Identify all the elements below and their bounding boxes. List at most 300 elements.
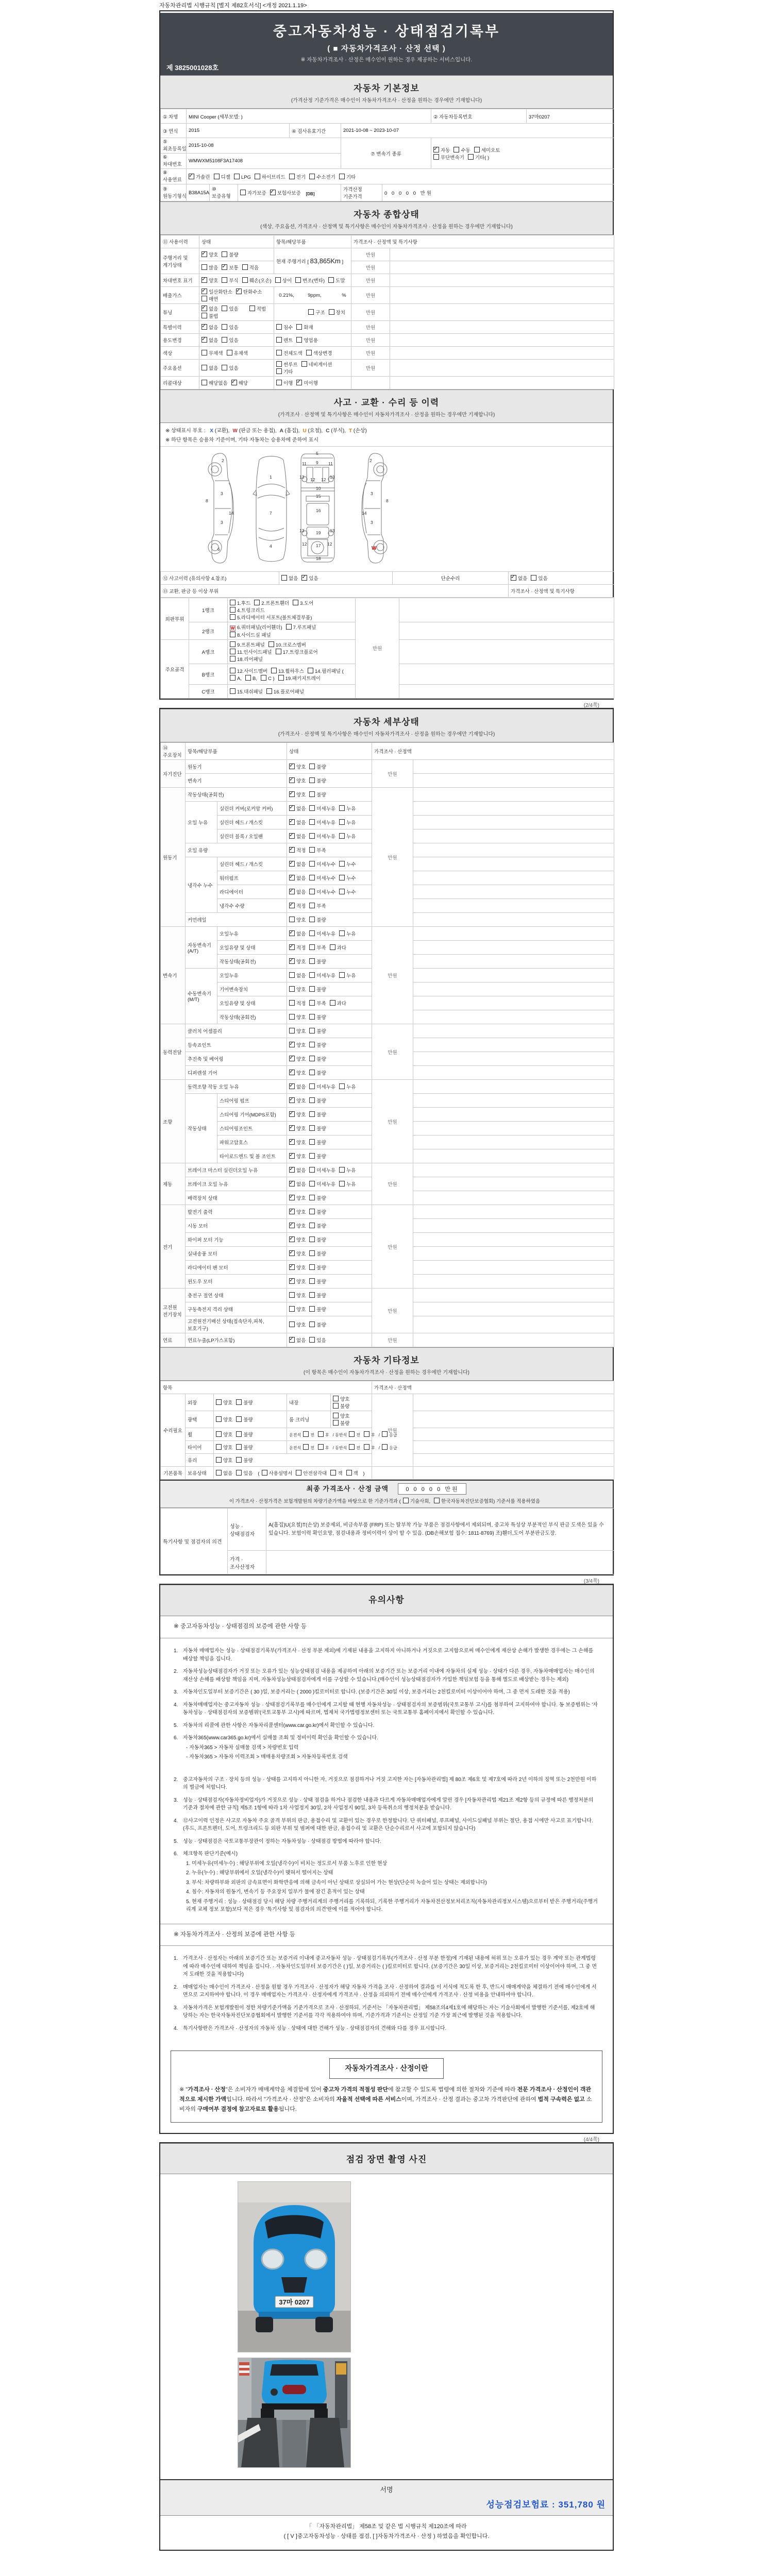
status-options (287, 1289, 372, 1302)
part-label: 오일유량 및 상태 (217, 941, 287, 955)
row-label: 휠 (186, 1428, 214, 1441)
check-option: 불량 (309, 1306, 326, 1313)
check-option: 불량 (236, 1431, 253, 1438)
panel-rank-table (160, 598, 614, 699)
checkbox-icon (286, 624, 292, 630)
panel-number: 13 (330, 528, 335, 533)
base-price-value: 0 0 0 0 0 만원 (382, 184, 614, 201)
check-option: 미세누유 (309, 833, 335, 840)
check-option: 있음 (222, 364, 238, 371)
checkbox-icon (216, 1431, 222, 1437)
checkbox-icon (309, 1278, 315, 1284)
checkbox-icon (468, 154, 474, 160)
check-option: 전 (349, 1431, 360, 1438)
check-option: 도말 (328, 277, 345, 284)
check-option: 없음 (201, 364, 218, 371)
item-options (274, 334, 351, 347)
row-label: 내장 (287, 1394, 331, 1411)
car-right-side-diagram (355, 451, 391, 567)
table-row (161, 572, 614, 585)
check-option: A, (230, 675, 242, 682)
notice-item: 3. 자동차가격은 보험개발원이 정한 차량기준가액을 기준가격으로 조사 · 산정하되, 기준서는 「자동차관리법」 제58조의4제1호에 해당하는 자는 기술사회에서 발행한 기준서를, 제2호에 해당하는 자는 한국자동차진단보증협회에서 발행한 기준서를 각각 적용하여야 하며, 기준가격과 기준서는 산정일 기준 가장 최근에 발행된 것을 적용합니다. (174, 2005, 595, 2019)
check-option: 불량 (333, 1402, 349, 1410)
check-option: 불량 (236, 1399, 253, 1406)
status-options (199, 360, 274, 377)
check-option: 불량 (309, 791, 326, 798)
panel-number: 8 (206, 498, 208, 503)
remarks-table (160, 1508, 614, 1574)
check-option: 불량 (309, 1222, 326, 1229)
checkbox-icon (276, 337, 282, 343)
status-options (287, 1261, 372, 1275)
checkbox-icon (309, 1083, 315, 1089)
section-title: 자동차 세부상태 (354, 717, 419, 727)
status-options (287, 1275, 372, 1289)
page-4-box (159, 2142, 614, 2550)
price-appraisal-info-box (171, 2050, 602, 2123)
emission-values: 0.21%, 9ppm, % (274, 287, 351, 304)
row-label: 특별이력 (161, 321, 199, 334)
check-option: 부족 (309, 999, 326, 1007)
notice-list-1 (160, 1638, 613, 1771)
check-option: 썬루프 (276, 361, 298, 368)
notice-item: 4. ⑫사고이력 인정은 사고로 자동차 주요 골격 부위의 판금, 용접수리 및 교환이 있는 경우로 한정합니다. 단 쿼터패널, 루프패널, 사이드실패널 부위는 절단, 용접 시에만 사고로 표기합니다. (후드, 프론트펜더, 도어, 트렁크리드 등 외판 부위 및 범퍼에 대한 판금, 용접수리 및 교환은 단순수리로서 사고에 포함되지 않습니다) (174, 1818, 593, 1832)
checkbox-icon (309, 1250, 315, 1256)
remark-cell (413, 969, 614, 982)
checkbox-icon (382, 1444, 388, 1450)
check-option: 불량 (309, 1139, 326, 1146)
check-option: 하이브리드 (255, 173, 285, 180)
registration-number-value: 37마0207 (527, 109, 614, 124)
checkbox-icon (289, 1250, 295, 1256)
check-option: 18.리어패널 (230, 655, 263, 663)
checkbox-icon (230, 632, 236, 637)
photos-section-header (160, 2143, 613, 2174)
remark-cell (413, 829, 614, 843)
status-options (287, 760, 372, 774)
amount-unit: 만원 (351, 274, 390, 287)
panel-number: 3 (221, 491, 223, 496)
check-option: 색상변경 (306, 349, 332, 357)
section-note: (가격조사 · 산정액 및 특기사항은 매수인이 자동차가격조사 · 산정을 원하는 경우에만 기재합니다) (278, 732, 495, 737)
check-option: 불량 (309, 916, 326, 923)
checkbox-icon (296, 1470, 301, 1476)
group-label: 자기진단 (161, 760, 186, 788)
status-options (287, 1149, 372, 1163)
check-option: 양호 (216, 1431, 232, 1438)
check-option: ✓ 없음 (511, 574, 527, 582)
checkbox-icon (242, 264, 248, 270)
checkbox-icon (201, 365, 207, 370)
check-option: 후 (318, 1431, 329, 1438)
remark-cell (413, 955, 614, 969)
checkbox-icon (289, 875, 295, 880)
check-option: 15.대쉬패널 (230, 688, 263, 695)
check-option: 부족 (309, 846, 326, 854)
car-left-side-diagram (204, 451, 240, 567)
group-label: 외판부위 (161, 598, 189, 640)
part-label: 기어변속장치 (217, 982, 287, 996)
status-options (287, 1024, 372, 1038)
check-option: ✓ 없음 (289, 833, 306, 840)
part-label: 오일 유량 (186, 843, 287, 857)
checkbox-icon (201, 289, 207, 294)
checkbox-icon (222, 277, 227, 283)
notice-item: 2. 중고자동차의 구조 · 장치 등의 성능 · 상태를 고지하지 아니한 자, 거짓으로 점검하거나 거짓 고지한 자는 [자동차관리법] 제 80조 제6호 및 제7호에 따라 2년 이하의 징역 또는 2천만원 이하의 벌금에 처합니다. (174, 1776, 597, 1791)
checkbox-icon (276, 368, 282, 374)
panel-number: 7 (270, 511, 272, 516)
checkbox-icon (309, 903, 315, 908)
checkbox-icon (309, 1014, 315, 1020)
part-label: 와이퍼 모터 기능 (186, 1233, 287, 1247)
remark-cell (413, 899, 614, 913)
check-option: 누수 (339, 874, 356, 882)
field-label: ③ 연식 (161, 124, 187, 138)
checkbox-icon (309, 1223, 315, 1228)
checkbox-icon (346, 1470, 352, 1476)
remark-cell (413, 1289, 614, 1302)
checkbox-icon (289, 1306, 295, 1312)
checkbox-icon (309, 917, 315, 922)
panel-number: 5 (316, 451, 318, 456)
row-label: 주행거리 및 계기상태 (161, 248, 199, 274)
part-label: 구동축전지 격리 상태 (186, 1302, 287, 1316)
checkbox-icon (201, 296, 207, 301)
checkbox-icon (403, 1498, 409, 1503)
transmission-options (431, 138, 614, 169)
notice-item: 1. 가격조사 · 산정자는 아래의 보증기간 또는 보증거리 이내에 중고자동차 성능 · 상태점검기록부(가격조사 · 산정 부분 한정)에 기재된 내용에 허위 또는 오류가 있는 경우 계약 또는 관계법령에 따라 매수인에 대하여 책임을 집니다. · 자동차인도일부터 보증기간은 ( )일, 보증거리는 ( )킬로미터로 합니다. (보증기간은 30일 이상, 보증거리는 2천킬로미터 이상이어야 하며, 그 중 먼저 도래한 것을 적용합니다) (174, 1956, 597, 1978)
row-label: 리콜대상 (161, 377, 199, 389)
subgroup-label: 수동변속기 (M/T) (186, 969, 217, 1024)
checkbox-icon (236, 1431, 242, 1437)
check-option: 변조(변타) (295, 277, 325, 284)
check-option: 잭 (346, 1469, 358, 1477)
checkbox-icon (296, 337, 302, 343)
status-options (287, 1108, 372, 1122)
row-label: 차대번호 표기 (161, 274, 199, 287)
check-option: 무단변속기 (433, 154, 464, 161)
status-options (331, 1394, 372, 1411)
checkbox-icon (339, 1083, 345, 1089)
status-options (214, 1441, 287, 1454)
checkbox-icon (309, 944, 315, 950)
check-option: ✓ 없음 (289, 1180, 306, 1188)
status-options (287, 829, 372, 843)
panel-number: 12 (327, 541, 332, 547)
panel-number: 2 (222, 458, 224, 463)
car-top-diagram (252, 451, 291, 567)
remark-cell (413, 927, 614, 941)
amount-unit: 만원 (351, 287, 390, 304)
checkbox-icon (333, 1403, 339, 1409)
table-row (161, 109, 614, 124)
status-options (199, 334, 274, 347)
check-option: 불법 (201, 312, 218, 319)
section-note: (색상, 주요옵션, 가격조사 · 산정액 및 특기사항은 매수인이 자동차가격조사 · 산정을 원하는 경우에만 기재합니다) (260, 224, 513, 230)
page-2-box (159, 708, 614, 1575)
section-note: (이 항목은 매수인이 자동차가격조사 · 산정을 원하는 경우에만 기재합니다) (303, 1370, 470, 1376)
panel-options (228, 622, 356, 640)
checkbox-icon (309, 986, 315, 992)
remark-cell (413, 1302, 614, 1316)
checkbox-icon (309, 1209, 315, 1214)
checkbox-icon (289, 1153, 295, 1159)
check-option: 미세누유 (309, 1166, 335, 1174)
status-options (287, 982, 372, 996)
check-option: 있음 (222, 305, 238, 312)
part-label: 디퍼렌셜 기어 (186, 1066, 287, 1080)
panel-number: 19 (316, 530, 321, 535)
checkbox-icon (234, 174, 240, 179)
check-option: ✓ 양호 (289, 1097, 306, 1104)
check-option: 있음 (236, 1469, 253, 1477)
checkbox-icon (303, 1431, 309, 1437)
checkbox-icon (236, 1470, 242, 1476)
header-note: ※ 자동차가격조사 · 산정은 매수인이 원하는 경우 제공하는 서비스입니다. (300, 57, 473, 63)
row-label: 주요옵션 (161, 360, 199, 377)
checkbox-icon (189, 174, 194, 179)
checkbox-icon (309, 1111, 315, 1117)
amount-unit: 만원 (351, 321, 390, 334)
remark-cell (413, 1108, 614, 1122)
section-title: 유의사항 (368, 1595, 405, 1605)
checkbox-icon (318, 1444, 324, 1450)
remark-cell (399, 640, 614, 664)
status-code: T (손상) (349, 428, 367, 434)
checkbox-icon (289, 958, 295, 964)
checkbox-icon (318, 1431, 324, 1437)
status-options (199, 248, 274, 261)
status-options (214, 1428, 287, 1441)
checkbox-icon (289, 944, 295, 950)
section-title: 자동차 종합상태 (354, 210, 419, 219)
table-row (161, 248, 614, 261)
checkbox-icon (289, 174, 295, 179)
table-row (161, 184, 614, 201)
panel-options (228, 664, 356, 685)
checkbox-icon (453, 147, 459, 152)
checkbox-icon (309, 1028, 315, 1033)
checkbox-icon (216, 1470, 222, 1476)
status-options (199, 347, 274, 360)
field-label: ⑨ 원동기형식 (161, 184, 187, 201)
checkbox-icon (308, 668, 313, 673)
status-options (287, 774, 372, 788)
checkbox-icon (309, 875, 315, 880)
notice-item: 6. 자동차365(www.car365.go.kr)에서 실매물 조회 및 정비이력 확인을 확인할 수 있습니다. - 자동차365 > 자동차 실매물 검색 > 차량번호 입력 - 자동차365 > 자동차 이력조회 > 매매용차량조회 > 자동차등록번호 검색 (174, 1734, 599, 1761)
column-header: 항목/해당부품 (274, 235, 351, 248)
status-options (287, 1316, 372, 1333)
amount-unit: 만원 (356, 598, 399, 699)
part-label: 실린더 블록 / 오일팬 (217, 829, 287, 843)
check-option: 없음 (281, 574, 298, 582)
checkbox-icon (240, 190, 246, 195)
checkbox-icon (222, 264, 227, 270)
check-option: 많음 (201, 264, 218, 271)
remark-cell (413, 1441, 614, 1454)
amount-unit: 만원 (372, 1289, 413, 1333)
detail-row (161, 1163, 614, 1177)
check-option: ✓ 적정 (289, 846, 306, 854)
check-option: ✓ 양호 (289, 1236, 306, 1243)
checkbox-icon (333, 1396, 339, 1401)
part-label: 타이로드엔드 및 볼 조인트 (217, 1149, 287, 1163)
check-option: ✓ 적정 (289, 902, 306, 909)
part-label: 스티어링조인트 (217, 1122, 287, 1136)
status-options (287, 1219, 372, 1233)
check-option: 3.도어 (293, 599, 313, 606)
check-option: 누유 (339, 1083, 356, 1090)
panel-number: 1 (270, 474, 272, 480)
check-option: ✓ 양호 (289, 1125, 306, 1132)
part-label: 오일누유 (217, 969, 287, 982)
column-header: 가격조사 · 산정액 (372, 743, 614, 760)
table-row (161, 261, 614, 274)
check-option: 불량 (309, 1153, 326, 1160)
check-option: 불량 (236, 1444, 253, 1451)
notice-item: 4. 특기사항란은 가격조사 · 산정자의 자동차 성능 · 상태에 대한 견해가 성능 · 상태점검자의 견해와 다를 경우 표시합니다. (174, 2025, 447, 2031)
check-option: 양호 (216, 1399, 232, 1406)
checkbox-icon (309, 1321, 315, 1327)
remark-cell (413, 816, 614, 829)
notice-item: 3. 자동차인도일부터 보증기간은 ( 30 )일, 보증거리는 ( 2000 )킬로미터로 합니다. (보증기간은 30일 이상, 보증거리는 2천킬로미터 이상이어야 하며, 그 중 먼저 도래한 것을 적용) (174, 1689, 570, 1696)
part-label: 연료누출(LP가스포함) (186, 1333, 287, 1347)
remark-cell (413, 1333, 614, 1347)
check-option: 양호 (289, 1013, 306, 1021)
page-subtitle: ( ■ 자동차가격조사 · 산정 선택 ) (327, 44, 446, 53)
inspection-photo-rear (238, 2358, 351, 2468)
checkbox-icon (433, 154, 439, 160)
check-option: 전 (303, 1431, 314, 1438)
check-option: LPG (234, 174, 251, 180)
remark-cell (399, 685, 614, 699)
status-options (287, 1122, 372, 1136)
checkbox-icon (249, 306, 255, 311)
table-header-row (161, 743, 614, 760)
row-label: 유리 (186, 1454, 214, 1467)
checkbox-icon (201, 350, 207, 355)
check-option: 누수 (339, 888, 356, 895)
part-label: 시동 모터 (186, 1219, 287, 1233)
remark-cell (413, 871, 614, 885)
remark-cell (413, 843, 614, 857)
status-options (287, 885, 372, 899)
check-option: ✓ 없음 (289, 888, 306, 895)
check-option: 구조 (308, 309, 325, 316)
notice-item: 3. 성능 · 상태점검자(자동차정비업자)가 거짓으로 성능 · 상태 점검을 하거나 점검한 내용과 다르게 자동차매매업자에게 알린 경우 [자동차관리법 제21조 제2항 등의 규정에 따른 행정처분의 기준과 절차에 관한 규칙] 제5조 1항에 따라 1차 사업정지 30일, 2차 사업정지 90일, 3차 등록취소의 행정처분을 받습니다. (174, 1797, 594, 1811)
checkbox-icon (289, 917, 295, 922)
table-row (161, 585, 614, 598)
signature-title: 서명 (380, 2486, 393, 2494)
column-header: 상태 (287, 743, 372, 760)
remark-cell (413, 857, 614, 871)
status-options (214, 1454, 372, 1467)
row-label: 색상 (161, 347, 199, 360)
info-box-text: ※ "가격조사 · 산정"은 소비자가 매매계약을 체결함에 있어 중고차 가격의 적절성 판단에 참고할 수 있도록 법령에 의한 절차와 기준에 따라 전문 가격조사 · 산정인이 객관적으로 제시한 가액입니다. 따라서 "가격조사 · 산정"은 소비자의 자율적 선택에 따른 서비스이며, 가격조사 · 산정 결과는 중고차 가격판단에 관하여 법적 구속력은 없고 소비자의 구매여부 결정에 참고자료로 활용됩니다. (179, 2087, 592, 2112)
inspection-photos (160, 2174, 613, 2479)
checkbox-icon (289, 777, 295, 783)
status-options (287, 1191, 372, 1205)
check-option: ✓ 양호 (289, 1111, 306, 1118)
check-option: 양호 (216, 1456, 232, 1464)
part-label: 라디에이터 팬 모터 (186, 1261, 287, 1275)
part-label: 작동상태(공회전) (186, 788, 287, 802)
status-options (287, 1333, 372, 1347)
checkbox-icon (236, 1399, 242, 1405)
check-option: ✓ 양호 (289, 1222, 306, 1229)
notice-item: 6. 체크항목 판단기준(예시) 1. 미세누유(미세누수) : 해당부위에 오일(냉각수)이 비치는 정도로서 부품 노후로 인한 현상 2. 누유(누수) : 해당부위에서 오일(냉각수)이 맺혀서 떨어지는 상태 3. 부식: 차량하부와 외판의 금속표면이 화학반응에 의해 금속이 아닌 상태로 상실되어 가는 현상(단순히 녹슬어 있는 상태는 제외합니다) 4. 침수: 자동차의 원동기, 변속기 등 주요장치 일부가 물에 잠긴 흔적이 있는 상태 5. 현재 주행거리 : 성능 · 상태점검 당시 해당 차량 주행거리계의 주행거리를 기록하되, 기록한 주행거리가 자동차전산정보처리조직(자동차관리정보시스템)으로부터 받은 주행거리(주행거리계 교체 정보 포함)보다 적은 경우 '특기사항 및 점검자의 의견'란에 이를 적어야 합니다. (174, 1850, 599, 1914)
table-row (161, 1467, 614, 1480)
check-option: ✓ 없음 (289, 930, 306, 937)
column-header: ⑪ 사용이력 (161, 235, 199, 248)
remark-cell (413, 1454, 614, 1467)
check-option: ✓ 양호 (289, 763, 306, 770)
check-option: 10.크로스멤버 (268, 641, 306, 648)
comprehensive-state-table (160, 235, 614, 389)
amount-unit: 만원 (351, 334, 390, 347)
engine-type-value: B38A15A (187, 184, 210, 201)
page-1-box (159, 10, 614, 700)
check-option: 있음 (309, 1336, 326, 1344)
item-options (274, 360, 351, 377)
part-label: 고전원전기배선 상태(접속단자,피복,보호기구) (186, 1316, 287, 1333)
check-option: ✓ 보통 (222, 264, 238, 271)
remark-cell (390, 360, 614, 377)
section-note: (가격산정 기준가격은 매수인이 자동차가격조사 · 산정을 원하는 경우에만 기재합니다) (291, 98, 482, 104)
rank-label: 2랭크 (189, 622, 228, 640)
mileage-value-cell: 현재 주행거리 [ 83,865Km ] (274, 248, 351, 274)
checkbox-icon (339, 1181, 345, 1187)
checkbox-icon (309, 847, 315, 853)
part-label: 스티어링 펌프 (217, 1094, 287, 1108)
check-option: 4.트렁크리드 (230, 606, 265, 614)
checkbox-icon (230, 668, 236, 673)
checkbox-icon (222, 306, 227, 311)
check-option: 응급 (382, 1444, 397, 1451)
detail-row (161, 1333, 614, 1347)
checkbox-icon (230, 675, 236, 681)
checkbox-icon (261, 675, 266, 681)
check-option: 해당없음 (201, 379, 228, 386)
part-label: 작동상태(공회전) (217, 1010, 287, 1024)
status-code: A (흠집), (279, 428, 300, 434)
check-option: 있음 (222, 324, 238, 331)
status-options (287, 913, 372, 927)
part-label: 추진축 및 베어링 (186, 1052, 287, 1066)
checkbox-icon (216, 1416, 222, 1422)
amount-unit: 만원 (372, 1163, 413, 1205)
remark-cell (413, 1177, 614, 1191)
checkbox-icon (289, 1083, 295, 1089)
panel-options (228, 685, 356, 699)
remark-cell (413, 1205, 614, 1219)
check-option: 양호 (289, 1027, 306, 1035)
status-options (214, 1394, 287, 1411)
legend-note: ※ 하단 항목은 승용차 기준이며, 기타 자동차는 승용차에 준하여 표시 (165, 437, 318, 443)
checkbox-icon (289, 1236, 295, 1242)
confirmation-statement (160, 2516, 613, 2549)
check-option: 불량 (309, 1264, 326, 1271)
checkbox-icon (289, 1028, 295, 1033)
detail-row (161, 1205, 614, 1219)
part-label: 브레이크 오일 누유 (186, 1177, 287, 1191)
notice-subitem: 1. 미세누유(미세누수) : 해당부위에 오일(냉각수)이 비치는 정도로서 부품 노후로 인한 현상 (186, 1860, 388, 1867)
checkbox-icon (276, 649, 281, 654)
checkbox-icon (278, 675, 284, 681)
checkbox-icon (349, 1444, 355, 1450)
part-label: 라디에이터 (217, 885, 287, 899)
checkbox-icon (328, 277, 334, 283)
